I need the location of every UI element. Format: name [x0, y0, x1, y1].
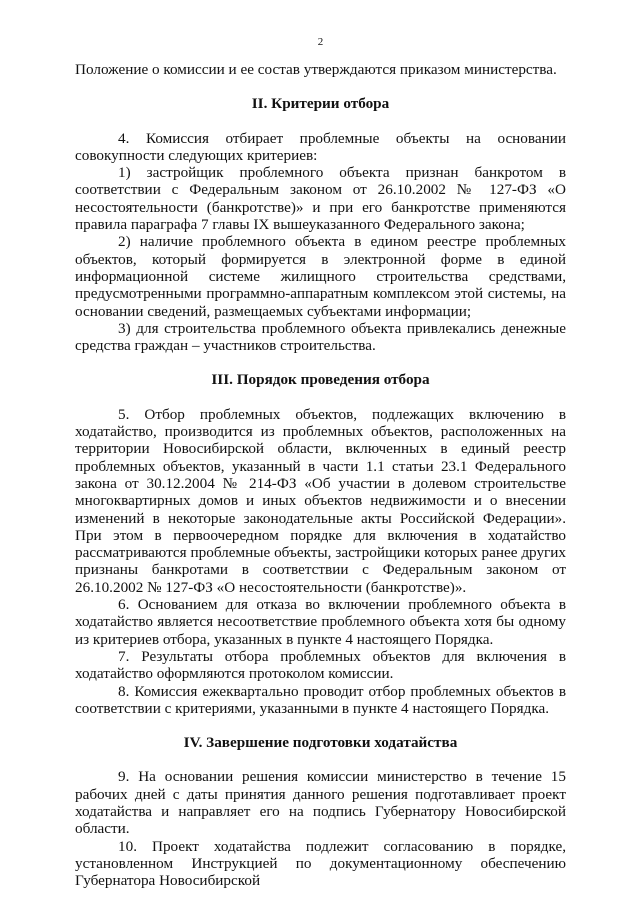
page-number: 2 [317, 36, 324, 48]
paragraph: 9. На основании решения комиссии министерство в течение 15 рабочих дней с даты принятия данного решения подготавливает проект ходатайства и направляет его на подпись Губернатору Новосибирской области. [75, 768, 566, 838]
document-page [75, 0, 566, 905]
intro-paragraph: Положение о комиссии и ее состав утверждаются приказом министерства. [75, 61, 557, 78]
paragraph: 4. Комиссия отбирает проблемные объекты на основании совокупности следующих критериев: [75, 129, 566, 164]
section-heading-procedure: III. Порядок проведения отбора [211, 371, 430, 389]
paragraph: 1) застройщик проблемного объекта признан банкротом в соответствии с Федеральным законом от 26.10.2002 № 127-ФЗ «О несостоятельности (банкротстве)» и при его банкротстве применяются правила параграфа 7 главы IX вышеуказанного Федерального закона; [75, 164, 566, 234]
section-heading-completion: IV. Завершение подготовки ходатайства [183, 734, 458, 752]
paragraph: 8. Комиссия ежеквартально проводит отбор проблемных объектов в соответствии с критериями, указанными в пункте 4 настоящего Порядка. [75, 682, 566, 717]
paragraph: 6. Основанием для отказа во включении проблемного объекта в ходатайство является несоответствие проблемного объекта хотя бы одному из критериев отбора, указанных в пункте 4 настоящего Порядка. [75, 596, 566, 648]
paragraph: 7. Результаты отбора проблемных объектов для включения в ходатайство оформляются протоколом комиссии. [75, 647, 566, 683]
paragraph: 5. Отбор проблемных объектов, подлежащих включению в ходатайство, производится из проблемных объектов, расположенных на территории Новосибирской области, включенных в единый реестр проблемных объектов, указанный в части 1.1 статьи 23.1 Федерального закона от 30.12.2004 № 214-ФЗ «Об участии в долевом строительстве многоквартирных домов и иных объектов недвижимости и о внесении изменений в некоторые законодательные акты Российской Федерации». При этом в первоочередном порядке для включения в ходатайство рассматриваются проблемные объекты, застройщики которых ранее других признаны банкротами в соответствии с Федеральным законом от 26.10.2002 № 127-ФЗ «О несостоятельности (банкротстве)». [75, 405, 566, 596]
section-heading-criteria: II. Критерии отбора [251, 95, 390, 113]
document-body [75, 61, 566, 889]
paragraph: 10. Проект ходатайства подлежит согласованию в порядке, установленном Инструкцией по документационному обеспечению Губернатора Новосибирской [75, 837, 566, 890]
paragraph: 3) для строительства проблемного объекта привлекались денежные средства граждан – участников строительства. [75, 319, 566, 355]
paragraph: 2) наличие проблемного объекта в едином реестре проблемных объектов, который формируется в электронной форме в единой информационной системе жилищного строительства средствами, предусмотренными программно-аппаратным комплексом этой системы, на основании сведений, размещаемых субъектами информации; [75, 233, 566, 320]
